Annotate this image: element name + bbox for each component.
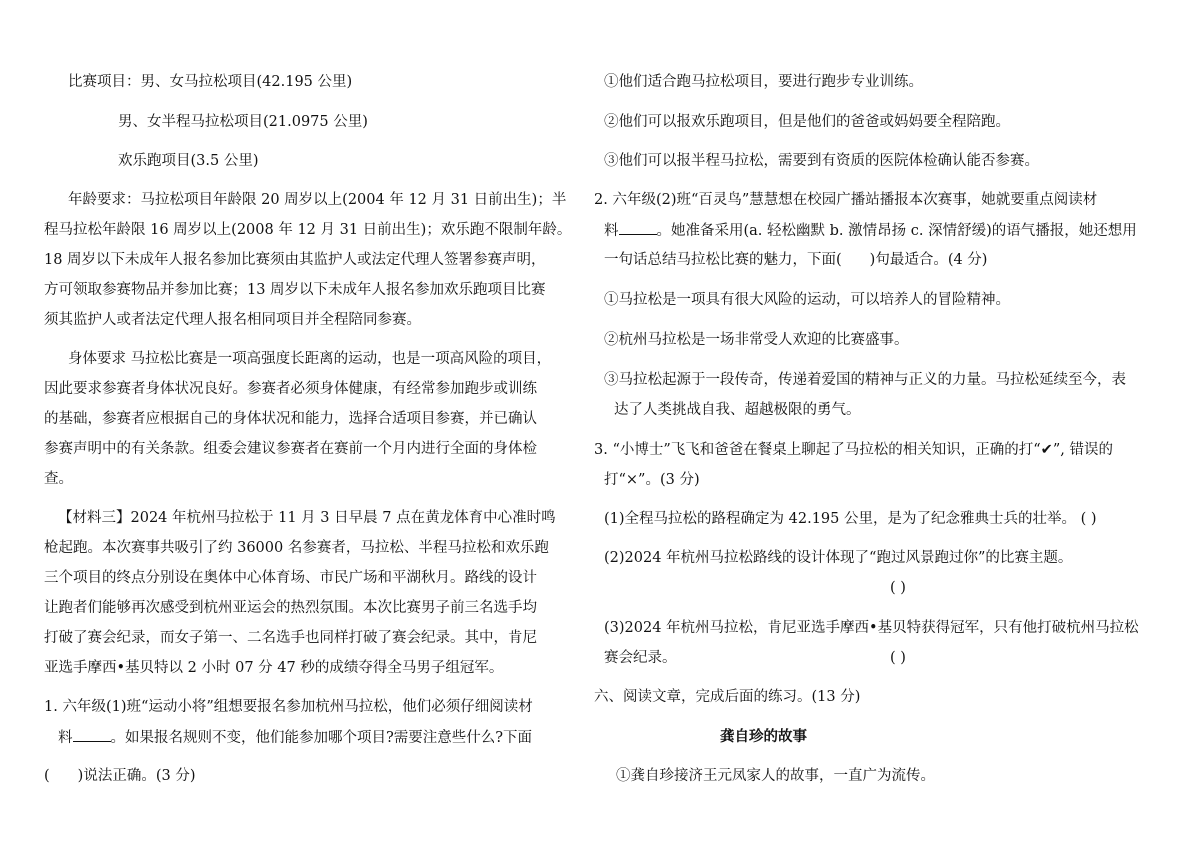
age-line-1: 年龄要求：马拉松项目年龄限 20 周岁以上(2004 年 12 月 31 日前出生)；半 <box>68 192 567 208</box>
q2-line-2 <box>604 220 1137 241</box>
body-line-1: 身体要求 马拉松比赛是一项高强度长距离的运动，也是一项高风险的项目， <box>68 351 552 367</box>
age-line-2: 程马拉松年龄限 16 周岁以上(2008 年 12 月 31 日前出生)；欢乐跑不限制年龄。 <box>44 222 572 238</box>
material3-line-2: 枪起跑。本次赛事共吸引了约 36000 名参赛者，马拉松、半程马拉松和欢乐跑 <box>44 540 549 556</box>
q2-answer-blank[interactable] <box>619 220 657 235</box>
body-line-4: 参赛声明中的有关条款。组委会建议参赛者在赛前一个月内进行全面的身体检 <box>44 441 537 457</box>
q2-text: 。她准备采用(a. 轻松幽默 b. 激情昂扬 c. 深情舒缓)的语气播报，她还想用 <box>656 223 1137 239</box>
statement-3-line-1: (3)2024 年杭州马拉松，肯尼亚选手摩西•基贝特获得冠军，只有他打破杭州马拉松 <box>604 620 1139 636</box>
age-line-4: 方可领取参赛物品并参加比赛；13 周岁以下未成年人报名参加欢乐跑项目比赛 <box>44 282 546 298</box>
q2-line-1: 2. 六年级(2)班“百灵鸟”慧慧想在校园广播站播报本次赛事，她就要重点阅读材 <box>594 192 1098 208</box>
q2-label: 料 <box>604 223 619 239</box>
story-title: 龚自珍的故事 <box>720 728 807 745</box>
events-line: 比赛项目：男、女马拉松项目(42.195 公里) <box>68 74 353 90</box>
statement-3-line-2: 赛会纪录。 <box>604 650 677 666</box>
q1-label: 料 <box>58 730 73 746</box>
statement-1: (1)全程马拉松的路程确定为 42.195 公里，是为了纪念雅典士兵的壮举。 ( ) <box>604 511 1097 527</box>
q1-paren-close: )说法正确。(3 分) <box>77 768 196 784</box>
q1-line-2 <box>58 727 532 748</box>
material3-line-6: 亚选手摩西•基贝特以 2 小时 07 分 47 秒的成绩夺得全马男子组冠军。 <box>44 660 504 676</box>
body-line-3: 的基础，参赛者应根据自己的身体状况和能力，选择合适项目参赛，并已确认 <box>44 411 537 427</box>
phrase-1: ①马拉松是一项具有很大风险的运动，可以培养人的冒险精神。 <box>604 292 1010 308</box>
phrase-3-line-1: ③马拉松起源于一段传奇，传递着爱国的精神与正义的力量。马拉松延续至今，表 <box>604 372 1126 388</box>
material3-line-4: 让跑者们能够再次感受到杭州亚运会的热烈氛围。本次比赛男子前三名选手均 <box>44 600 537 616</box>
option-3: ③他们可以报半程马拉松，需要到有资质的医院体检确认能否参赛。 <box>604 153 1039 169</box>
option-1: ①他们适合跑马拉松项目，要进行跑步专业训练。 <box>604 74 923 90</box>
material3-line-5: 打破了赛会纪录，而女子第一、二名选手也同样打破了赛会纪录。其中，肯尼 <box>44 630 537 646</box>
q1-line-3 <box>44 766 195 786</box>
q3-line-1: 3. “小博士”飞飞和爸爸在餐桌上聊起了马拉松的相关知识，正确的打“✔”, 错误的 <box>594 442 1113 458</box>
option-2: ②他们可以报欢乐跑项目，但是他们的爸爸或妈妈要全程陪跑。 <box>604 114 1010 130</box>
statement-2: (2)2024 年杭州马拉松路线的设计体现了“跑过风景跑过你”的比赛主题。 <box>604 550 1073 566</box>
body-line-2: 因此要求参赛者身体状况良好。参赛者必须身体健康，有经常参加跑步或训练 <box>44 381 537 397</box>
material3-line-1: 【材料三】2024 年杭州马拉松于 11 月 3 日早晨 7 点在黄龙体育中心准时鸣 <box>58 510 556 526</box>
q1-paren-open: ( <box>44 768 50 784</box>
event-fun-line: 欢乐跑项目(3.5 公里) <box>118 153 259 169</box>
phrase-2: ②杭州马拉松是一场非常受人欢迎的比赛盛事。 <box>604 332 909 348</box>
section-6-heading: 六、阅读文章，完成后面的练习。(13 分) <box>594 689 861 705</box>
q1-answer-blank[interactable] <box>73 727 111 742</box>
statement-3-paren[interactable]: ( ) <box>890 650 906 666</box>
statement-2-paren[interactable]: ( ) <box>890 580 906 596</box>
body-line-5: 查。 <box>44 471 73 487</box>
age-line-5: 须其监护人或者法定代理人报名相同项目并全程陪同参赛。 <box>44 312 421 328</box>
age-line-3: 18 周岁以下未成年人报名参加比赛须由其监护人或法定代理人签署参赛声明， <box>44 252 546 268</box>
phrase-3-line-2: 达了人类挑战自我、超越极限的勇气。 <box>614 402 861 418</box>
q2-text-b: )句最适合。(4 分) <box>869 252 988 268</box>
q2-text-a: 一句话总结马拉松比赛的魅力，下面( <box>604 252 842 268</box>
q2-line-3 <box>604 250 987 270</box>
material3-line-3: 三个项目的终点分别设在奥体中心体育场、市民广场和平湖秋月。路线的设计 <box>44 570 537 586</box>
q1-line-1: 1. 六年级(1)班“运动小将”组想要报名参加杭州马拉松，他们必须仔细阅读材 <box>44 699 533 715</box>
q1-text: 。如果报名规则不变，他们能参加哪个项目?需要注意些什么?下面 <box>110 730 533 746</box>
event-half-line: 男、女半程马拉松项目(21.0975 公里) <box>118 114 368 130</box>
q3-line-2: 打“×”。(3 分) <box>604 472 700 488</box>
story-paragraph-1: ①龚自珍接济王元凤家人的故事，一直广为流传。 <box>616 768 935 784</box>
